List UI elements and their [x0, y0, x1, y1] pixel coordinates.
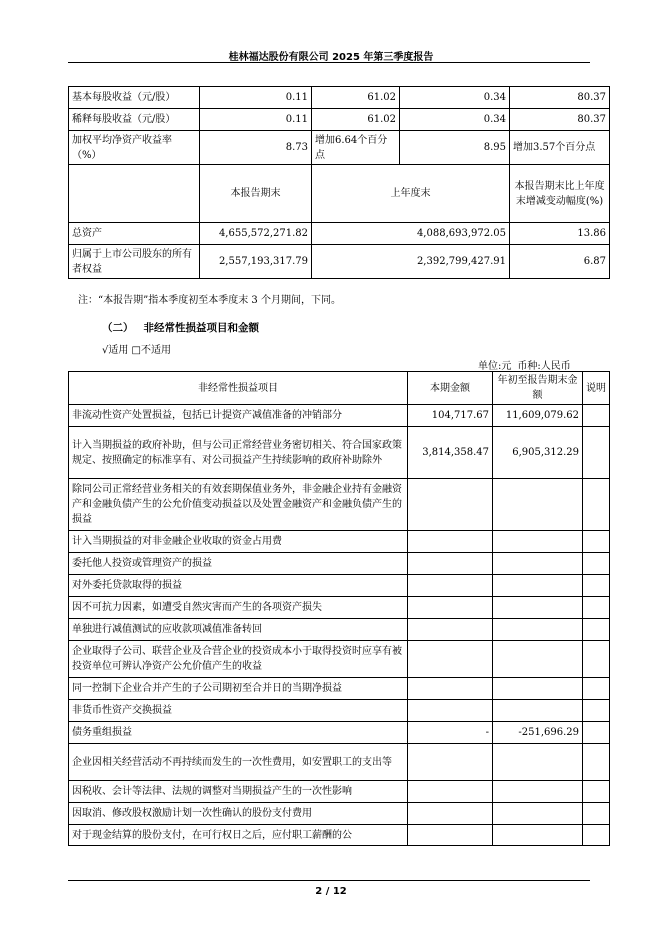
table2-cell-item: 非货币性资产交换损益	[69, 700, 408, 722]
table-row	[69, 405, 610, 427]
table2-cell-ytd: -251,696.29	[493, 722, 583, 744]
table2-cell-current	[408, 678, 493, 700]
footer-divider	[68, 880, 590, 881]
table1-row	[69, 223, 610, 245]
unit-line	[478, 357, 577, 372]
table2-cell-item: 委托他人投资或管理资产的损益	[69, 553, 408, 575]
table-note: 注：“本报告期”指本季度初至本季度末 3 个月期间，下同。	[78, 295, 341, 306]
table1-row	[69, 245, 610, 279]
section-heading	[102, 320, 259, 335]
table2-cell-item: 因不可抗力因素，如遭受自然灾害而产生的各项资产损失	[69, 597, 408, 619]
table2-cell-item: 计入当期损益的政府补助，但与公司正常经营业务密切相关、符合国家政策规定、按照确定的标准享有、对公司损益产生持续影响的政府补助除外	[69, 427, 408, 479]
table-row	[69, 479, 610, 531]
table-row	[69, 553, 610, 575]
table2-cell-item: 非流动性资产处置损益，包括已计提资产减值准备的冲销部分	[69, 405, 408, 427]
table2-cell-current	[408, 803, 493, 825]
subheader-change-rate: 本报告期末比上年度末增减变动幅度(%)	[510, 165, 610, 223]
applicability-options: √适用 □不适用	[102, 345, 171, 356]
table2-cell-ytd: 6,905,312.29	[493, 427, 583, 479]
table2-cell-note	[583, 744, 610, 781]
table2-cell-ytd	[493, 553, 583, 575]
table2-cell-current	[408, 553, 493, 575]
table2-cell-item: 债务重组损益	[69, 722, 408, 744]
table2-cell-item: 同一控制下企业合并产生的子公司期初至合并日的当期净损益	[69, 678, 408, 700]
table2-cell-item: 因税收、会计等法律、法规的调整对当期损益产生的一次性影响	[69, 781, 408, 803]
table2-cell-note	[583, 553, 610, 575]
table2-cell-note	[583, 531, 610, 553]
table2-cell-ytd	[493, 641, 583, 678]
table2-cell-current	[408, 744, 493, 781]
currency-label: 币种:人民币	[517, 361, 571, 372]
table1-cell-label: 基本每股收益（元/股）	[69, 87, 200, 109]
table2-cell-ytd	[493, 803, 583, 825]
table2-cell-ytd	[493, 575, 583, 597]
header-item: 非经常性损益项目	[69, 372, 408, 405]
header-current-amount: 本期金额	[408, 372, 493, 405]
table-row	[69, 700, 610, 722]
table1-row	[69, 87, 610, 109]
table2-cell-note	[583, 803, 610, 825]
header-note: 说明	[583, 372, 610, 405]
table2-cell-ytd	[493, 781, 583, 803]
table2-cell-note	[583, 427, 610, 479]
table1-row	[69, 131, 610, 165]
table-row	[69, 825, 610, 846]
table1-cell-c1: 8.73	[200, 131, 312, 165]
table1-cell-c4: 增加3.57个百分点	[510, 131, 610, 165]
table2-cell-item: 对外委托贷款取得的损益	[69, 575, 408, 597]
table2-cell-ytd	[493, 479, 583, 531]
header-divider	[68, 62, 590, 63]
table1-cell-c3: 0.34	[400, 109, 510, 131]
table2-cell-current	[408, 619, 493, 641]
table2-cell-current	[408, 641, 493, 678]
table1-subheader-row	[69, 165, 610, 223]
table2-cell-note	[583, 781, 610, 803]
table2-cell-note	[583, 700, 610, 722]
table-row	[69, 619, 610, 641]
table1-cell-c2: 4,088,693,972.05	[312, 223, 510, 245]
table1-cell-c1: 4,655,572,271.82	[200, 223, 312, 245]
table2-cell-current	[408, 781, 493, 803]
table1-cell-c4: 80.37	[510, 87, 610, 109]
table-row	[69, 803, 610, 825]
table-row	[69, 427, 610, 479]
header-ytd-amount: 年初至报告期末金额	[493, 372, 583, 405]
table1-row	[69, 109, 610, 131]
table2-cell-current: 104,717.67	[408, 405, 493, 427]
table1-cell-c3: 6.87	[510, 245, 610, 279]
subheader-current-period-end: 本报告期末	[200, 165, 312, 223]
table-row	[69, 575, 610, 597]
page-number: 2 / 12	[315, 886, 347, 897]
table2-cell-current: 3,814,358.47	[408, 427, 493, 479]
table2-cell-item: 因取消、修改股权激励计划一次性确认的股份支付费用	[69, 803, 408, 825]
table-row	[69, 781, 610, 803]
table-row	[69, 531, 610, 553]
table1-cell-c2: 61.02	[312, 109, 400, 131]
table2-cell-note	[583, 678, 610, 700]
table2-cell-current	[408, 700, 493, 722]
table2-cell-item: 计入当期损益的对非金融企业收取的资金占用费	[69, 531, 408, 553]
table1-cell-c2: 61.02	[312, 87, 400, 109]
table2-cell-ytd	[493, 678, 583, 700]
table2-cell-note	[583, 479, 610, 531]
section-title: 非经常性损益项目和金额	[143, 322, 259, 334]
table2-cell-note	[583, 641, 610, 678]
table2-cell-ytd	[493, 619, 583, 641]
page-header-title: 桂林福达股份有限公司 2025 年第三季度报告	[228, 52, 434, 63]
table-row	[69, 744, 610, 781]
table1-cell-c3: 0.34	[400, 87, 510, 109]
table2-cell-current	[408, 575, 493, 597]
table2-cell-note	[583, 575, 610, 597]
table2-cell-item: 对于现金结算的股份支付，在可行权日之后，应付职工薪酬的公	[69, 825, 408, 846]
table2-cell-current	[408, 479, 493, 531]
table-row	[69, 722, 610, 744]
table2-cell-note	[583, 405, 610, 427]
table2-cell-item: 单独进行减值测试的应收款项减值准备转回	[69, 619, 408, 641]
table2-cell-ytd: 11,609,079.62	[493, 405, 583, 427]
table1-cell-c1: 0.11	[200, 109, 312, 131]
table1-cell-label: 稀释每股收益（元/股）	[69, 109, 200, 131]
table1-cell-c4: 80.37	[510, 109, 610, 131]
table1-cell-label: 归属于上市公司股东的所有者权益	[69, 245, 200, 279]
table2-cell-ytd	[493, 700, 583, 722]
table1-cell-c2: 增加6.64个百分点	[312, 131, 400, 165]
table2-cell-current	[408, 597, 493, 619]
section-number: （二）	[102, 322, 134, 334]
table1-cell-label: 加权平均净资产收益率（%）	[69, 131, 200, 165]
table-row	[69, 597, 610, 619]
table2-cell-item: 企业因相关经营活动不再持续而发生的一次性费用，如安置职工的支出等	[69, 744, 408, 781]
subheader-prior-year-end: 上年度末	[312, 165, 510, 223]
table1-cell-c1: 2,557,193,317.79	[200, 245, 312, 279]
table1-cell-c3: 8.95	[400, 131, 510, 165]
table1-cell-label: 总资产	[69, 223, 200, 245]
unit-label: 单位:元	[478, 361, 512, 372]
table2-cell-ytd	[493, 744, 583, 781]
key-financial-table	[68, 86, 610, 279]
table-row	[69, 678, 610, 700]
table2-cell-note	[583, 722, 610, 744]
table-row	[69, 641, 610, 678]
table2-cell-note	[583, 619, 610, 641]
table2-cell-ytd	[493, 597, 583, 619]
table2-header-row	[69, 372, 610, 405]
table1-cell-c3: 13.86	[510, 223, 610, 245]
table2-cell-current	[408, 531, 493, 553]
table1-cell-c1: 0.11	[200, 87, 312, 109]
table2-cell-item: 企业取得子公司、联营企业及合营企业的投资成本小于取得投资时应享有被投资单位可辨认净资产公允价值产生的收益	[69, 641, 408, 678]
table2-cell-note	[583, 825, 610, 846]
table2-cell-current	[408, 825, 493, 846]
table2-cell-item: 除同公司正常经营业务相关的有效套期保值业务外，非金融企业持有金融资产和金融负债产生的公允价值变动损益以及处置金融资产和金融负债产生的损益	[69, 479, 408, 531]
table2-cell-ytd	[493, 825, 583, 846]
table2-cell-ytd	[493, 531, 583, 553]
table1-cell-c2: 2,392,799,427.91	[312, 245, 510, 279]
table2-cell-current: -	[408, 722, 493, 744]
table2-cell-note	[583, 597, 610, 619]
non-recurring-items-table	[68, 371, 610, 846]
